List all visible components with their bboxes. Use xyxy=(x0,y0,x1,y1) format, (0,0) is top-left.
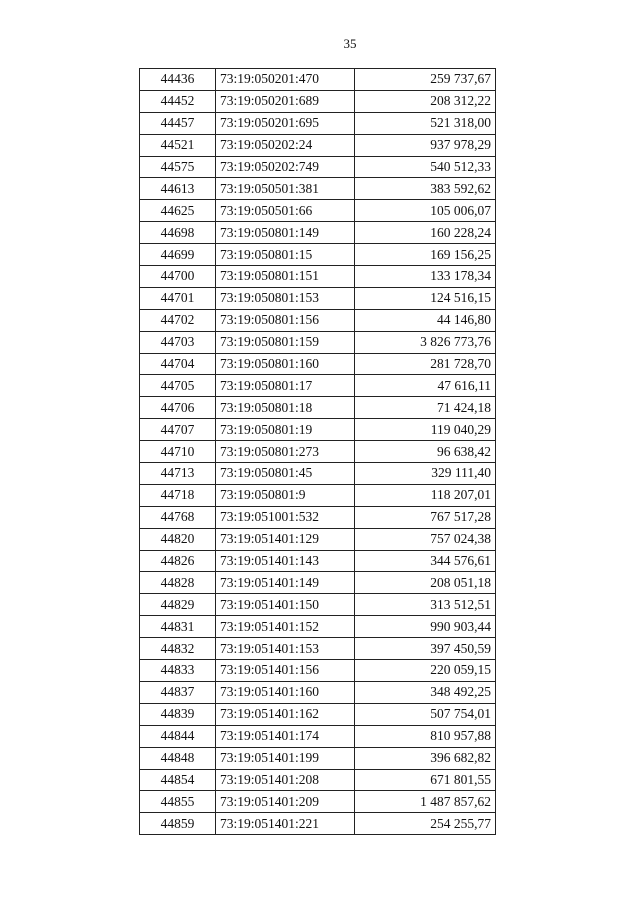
cadastral-number-cell: 73:19:051401:149 xyxy=(216,572,355,594)
row-number-cell: 44613 xyxy=(140,178,216,200)
row-number-cell: 44844 xyxy=(140,725,216,747)
cadastral-number-cell: 73:19:050801:160 xyxy=(216,353,355,375)
cadastral-value-cell: 169 156,25 xyxy=(355,244,496,266)
row-number-cell: 44625 xyxy=(140,200,216,222)
cadastral-number-cell: 73:19:051401:209 xyxy=(216,791,355,813)
row-number-cell: 44700 xyxy=(140,266,216,288)
cadastral-value-cell: 118 207,01 xyxy=(355,484,496,506)
cadastral-number-cell: 73:19:050801:9 xyxy=(216,484,355,506)
cadastral-number-cell: 73:19:050501:66 xyxy=(216,200,355,222)
row-number-cell: 44828 xyxy=(140,572,216,594)
row-number-cell: 44837 xyxy=(140,681,216,703)
table-row xyxy=(140,134,496,156)
row-number-cell: 44457 xyxy=(140,112,216,134)
cadastral-number-cell: 73:19:051401:150 xyxy=(216,594,355,616)
table-row xyxy=(140,725,496,747)
cadastral-number-cell: 73:19:050801:149 xyxy=(216,222,355,244)
table-row xyxy=(140,200,496,222)
cadastral-value-cell: 671 801,55 xyxy=(355,769,496,791)
cadastral-number-cell: 73:19:050801:159 xyxy=(216,331,355,353)
table-row xyxy=(140,550,496,572)
cadastral-number-cell: 73:19:050202:749 xyxy=(216,156,355,178)
table-row xyxy=(140,594,496,616)
cadastral-value-cell: 208 051,18 xyxy=(355,572,496,594)
table-row xyxy=(140,419,496,441)
row-number-cell: 44832 xyxy=(140,638,216,660)
cadastral-value-cell: 133 178,34 xyxy=(355,266,496,288)
row-number-cell: 44702 xyxy=(140,309,216,331)
cadastral-value-cell: 313 512,51 xyxy=(355,594,496,616)
cadastral-value-cell: 810 957,88 xyxy=(355,725,496,747)
row-number-cell: 44705 xyxy=(140,375,216,397)
cadastral-value-cell: 44 146,80 xyxy=(355,309,496,331)
row-number-cell: 44829 xyxy=(140,594,216,616)
table-row xyxy=(140,69,496,91)
row-number-cell: 44436 xyxy=(140,69,216,91)
row-number-cell: 44575 xyxy=(140,156,216,178)
page-number: 35 xyxy=(343,36,357,51)
row-number-cell: 44833 xyxy=(140,660,216,682)
cadastral-value-cell: 47 616,11 xyxy=(355,375,496,397)
cadastral-number-cell: 73:19:051401:162 xyxy=(216,703,355,725)
table-row xyxy=(140,769,496,791)
table-row xyxy=(140,156,496,178)
cadastral-value-cell: 220 059,15 xyxy=(355,660,496,682)
cadastral-value-cell: 767 517,28 xyxy=(355,506,496,528)
cadastral-value-cell: 105 006,07 xyxy=(355,200,496,222)
row-number-cell: 44706 xyxy=(140,397,216,419)
table-row xyxy=(140,681,496,703)
row-number-cell: 44826 xyxy=(140,550,216,572)
cadastral-number-cell: 73:19:050801:45 xyxy=(216,463,355,485)
cadastral-number-cell: 73:19:050801:19 xyxy=(216,419,355,441)
cadastral-value-cell: 119 040,29 xyxy=(355,419,496,441)
cadastral-value-cell: 990 903,44 xyxy=(355,616,496,638)
cadastral-number-cell: 73:19:051001:532 xyxy=(216,506,355,528)
table-row xyxy=(140,528,496,550)
cadastral-number-cell: 73:19:050201:695 xyxy=(216,112,355,134)
row-number-cell: 44768 xyxy=(140,506,216,528)
cadastral-number-cell: 73:19:050202:24 xyxy=(216,134,355,156)
cadastral-value-cell: 937 978,29 xyxy=(355,134,496,156)
cadastral-value-cell: 383 592,62 xyxy=(355,178,496,200)
cadastral-number-cell: 73:19:051401:143 xyxy=(216,550,355,572)
cadastral-number-cell: 73:19:050201:470 xyxy=(216,69,355,91)
cadastral-value-cell: 540 512,33 xyxy=(355,156,496,178)
row-number-cell: 44704 xyxy=(140,353,216,375)
cadastral-value-cell: 507 754,01 xyxy=(355,703,496,725)
row-number-cell: 44831 xyxy=(140,616,216,638)
cadastral-number-cell: 73:19:050801:15 xyxy=(216,244,355,266)
table-row xyxy=(140,309,496,331)
row-number-cell: 44701 xyxy=(140,287,216,309)
cadastral-value-cell: 757 024,38 xyxy=(355,528,496,550)
table-row xyxy=(140,375,496,397)
cadastral-number-cell: 73:19:050501:381 xyxy=(216,178,355,200)
row-number-cell: 44707 xyxy=(140,419,216,441)
row-number-cell: 44699 xyxy=(140,244,216,266)
row-number-cell: 44859 xyxy=(140,813,216,835)
table-row xyxy=(140,484,496,506)
cadastral-number-cell: 73:19:051401:199 xyxy=(216,747,355,769)
cadastral-value-cell: 124 516,15 xyxy=(355,287,496,309)
row-number-cell: 44854 xyxy=(140,769,216,791)
cadastral-value-cell: 208 312,22 xyxy=(355,90,496,112)
cadastral-number-cell: 73:19:051401:153 xyxy=(216,638,355,660)
row-number-cell: 44718 xyxy=(140,484,216,506)
cadastral-number-cell: 73:19:050801:151 xyxy=(216,266,355,288)
cadastral-value-cell: 329 111,40 xyxy=(355,463,496,485)
table-row xyxy=(140,747,496,769)
cadastral-value-cell: 254 255,77 xyxy=(355,813,496,835)
table-row xyxy=(140,353,496,375)
table-row xyxy=(140,463,496,485)
cadastral-number-cell: 73:19:051401:221 xyxy=(216,813,355,835)
cadastral-value-cell: 3 826 773,76 xyxy=(355,331,496,353)
table-row xyxy=(140,331,496,353)
cadastral-number-cell: 73:19:050801:156 xyxy=(216,309,355,331)
table-row xyxy=(140,287,496,309)
table-row xyxy=(140,90,496,112)
row-number-cell: 44855 xyxy=(140,791,216,813)
cadastral-number-cell: 73:19:050801:17 xyxy=(216,375,355,397)
table-row xyxy=(140,222,496,244)
table-row xyxy=(140,660,496,682)
table-row xyxy=(140,506,496,528)
cadastral-value-cell: 348 492,25 xyxy=(355,681,496,703)
row-number-cell: 44710 xyxy=(140,441,216,463)
cadastral-value-cell: 397 450,59 xyxy=(355,638,496,660)
table-row xyxy=(140,616,496,638)
cadastral-number-cell: 73:19:050801:273 xyxy=(216,441,355,463)
row-number-cell: 44452 xyxy=(140,90,216,112)
table-row xyxy=(140,244,496,266)
row-number-cell: 44839 xyxy=(140,703,216,725)
cadastral-value-cell: 396 682,82 xyxy=(355,747,496,769)
row-number-cell: 44820 xyxy=(140,528,216,550)
cadastral-number-cell: 73:19:051401:174 xyxy=(216,725,355,747)
row-number-cell: 44703 xyxy=(140,331,216,353)
cadastral-number-cell: 73:19:050201:689 xyxy=(216,90,355,112)
cadastral-number-cell: 73:19:051401:129 xyxy=(216,528,355,550)
cadastral-number-cell: 73:19:050801:153 xyxy=(216,287,355,309)
table-row xyxy=(140,397,496,419)
table-row xyxy=(140,791,496,813)
row-number-cell: 44521 xyxy=(140,134,216,156)
cadastral-number-cell: 73:19:051401:152 xyxy=(216,616,355,638)
cadastral-value-table xyxy=(139,68,496,835)
table-row xyxy=(140,441,496,463)
row-number-cell: 44713 xyxy=(140,463,216,485)
cadastral-number-cell: 73:19:051401:156 xyxy=(216,660,355,682)
table-row xyxy=(140,572,496,594)
table-row xyxy=(140,178,496,200)
cadastral-value-cell: 521 318,00 xyxy=(355,112,496,134)
cadastral-value-cell: 71 424,18 xyxy=(355,397,496,419)
cadastral-value-cell: 1 487 857,62 xyxy=(355,791,496,813)
row-number-cell: 44848 xyxy=(140,747,216,769)
cadastral-number-cell: 73:19:051401:160 xyxy=(216,681,355,703)
cadastral-value-cell: 160 228,24 xyxy=(355,222,496,244)
cadastral-number-cell: 73:19:050801:18 xyxy=(216,397,355,419)
table-row xyxy=(140,703,496,725)
table-body xyxy=(140,69,496,835)
cadastral-value-cell: 344 576,61 xyxy=(355,550,496,572)
cadastral-value-cell: 96 638,42 xyxy=(355,441,496,463)
table-row xyxy=(140,813,496,835)
table-row xyxy=(140,266,496,288)
table-row xyxy=(140,638,496,660)
row-number-cell: 44698 xyxy=(140,222,216,244)
cadastral-value-cell: 281 728,70 xyxy=(355,353,496,375)
cadastral-value-cell: 259 737,67 xyxy=(355,69,496,91)
cadastral-number-cell: 73:19:051401:208 xyxy=(216,769,355,791)
table-row xyxy=(140,112,496,134)
